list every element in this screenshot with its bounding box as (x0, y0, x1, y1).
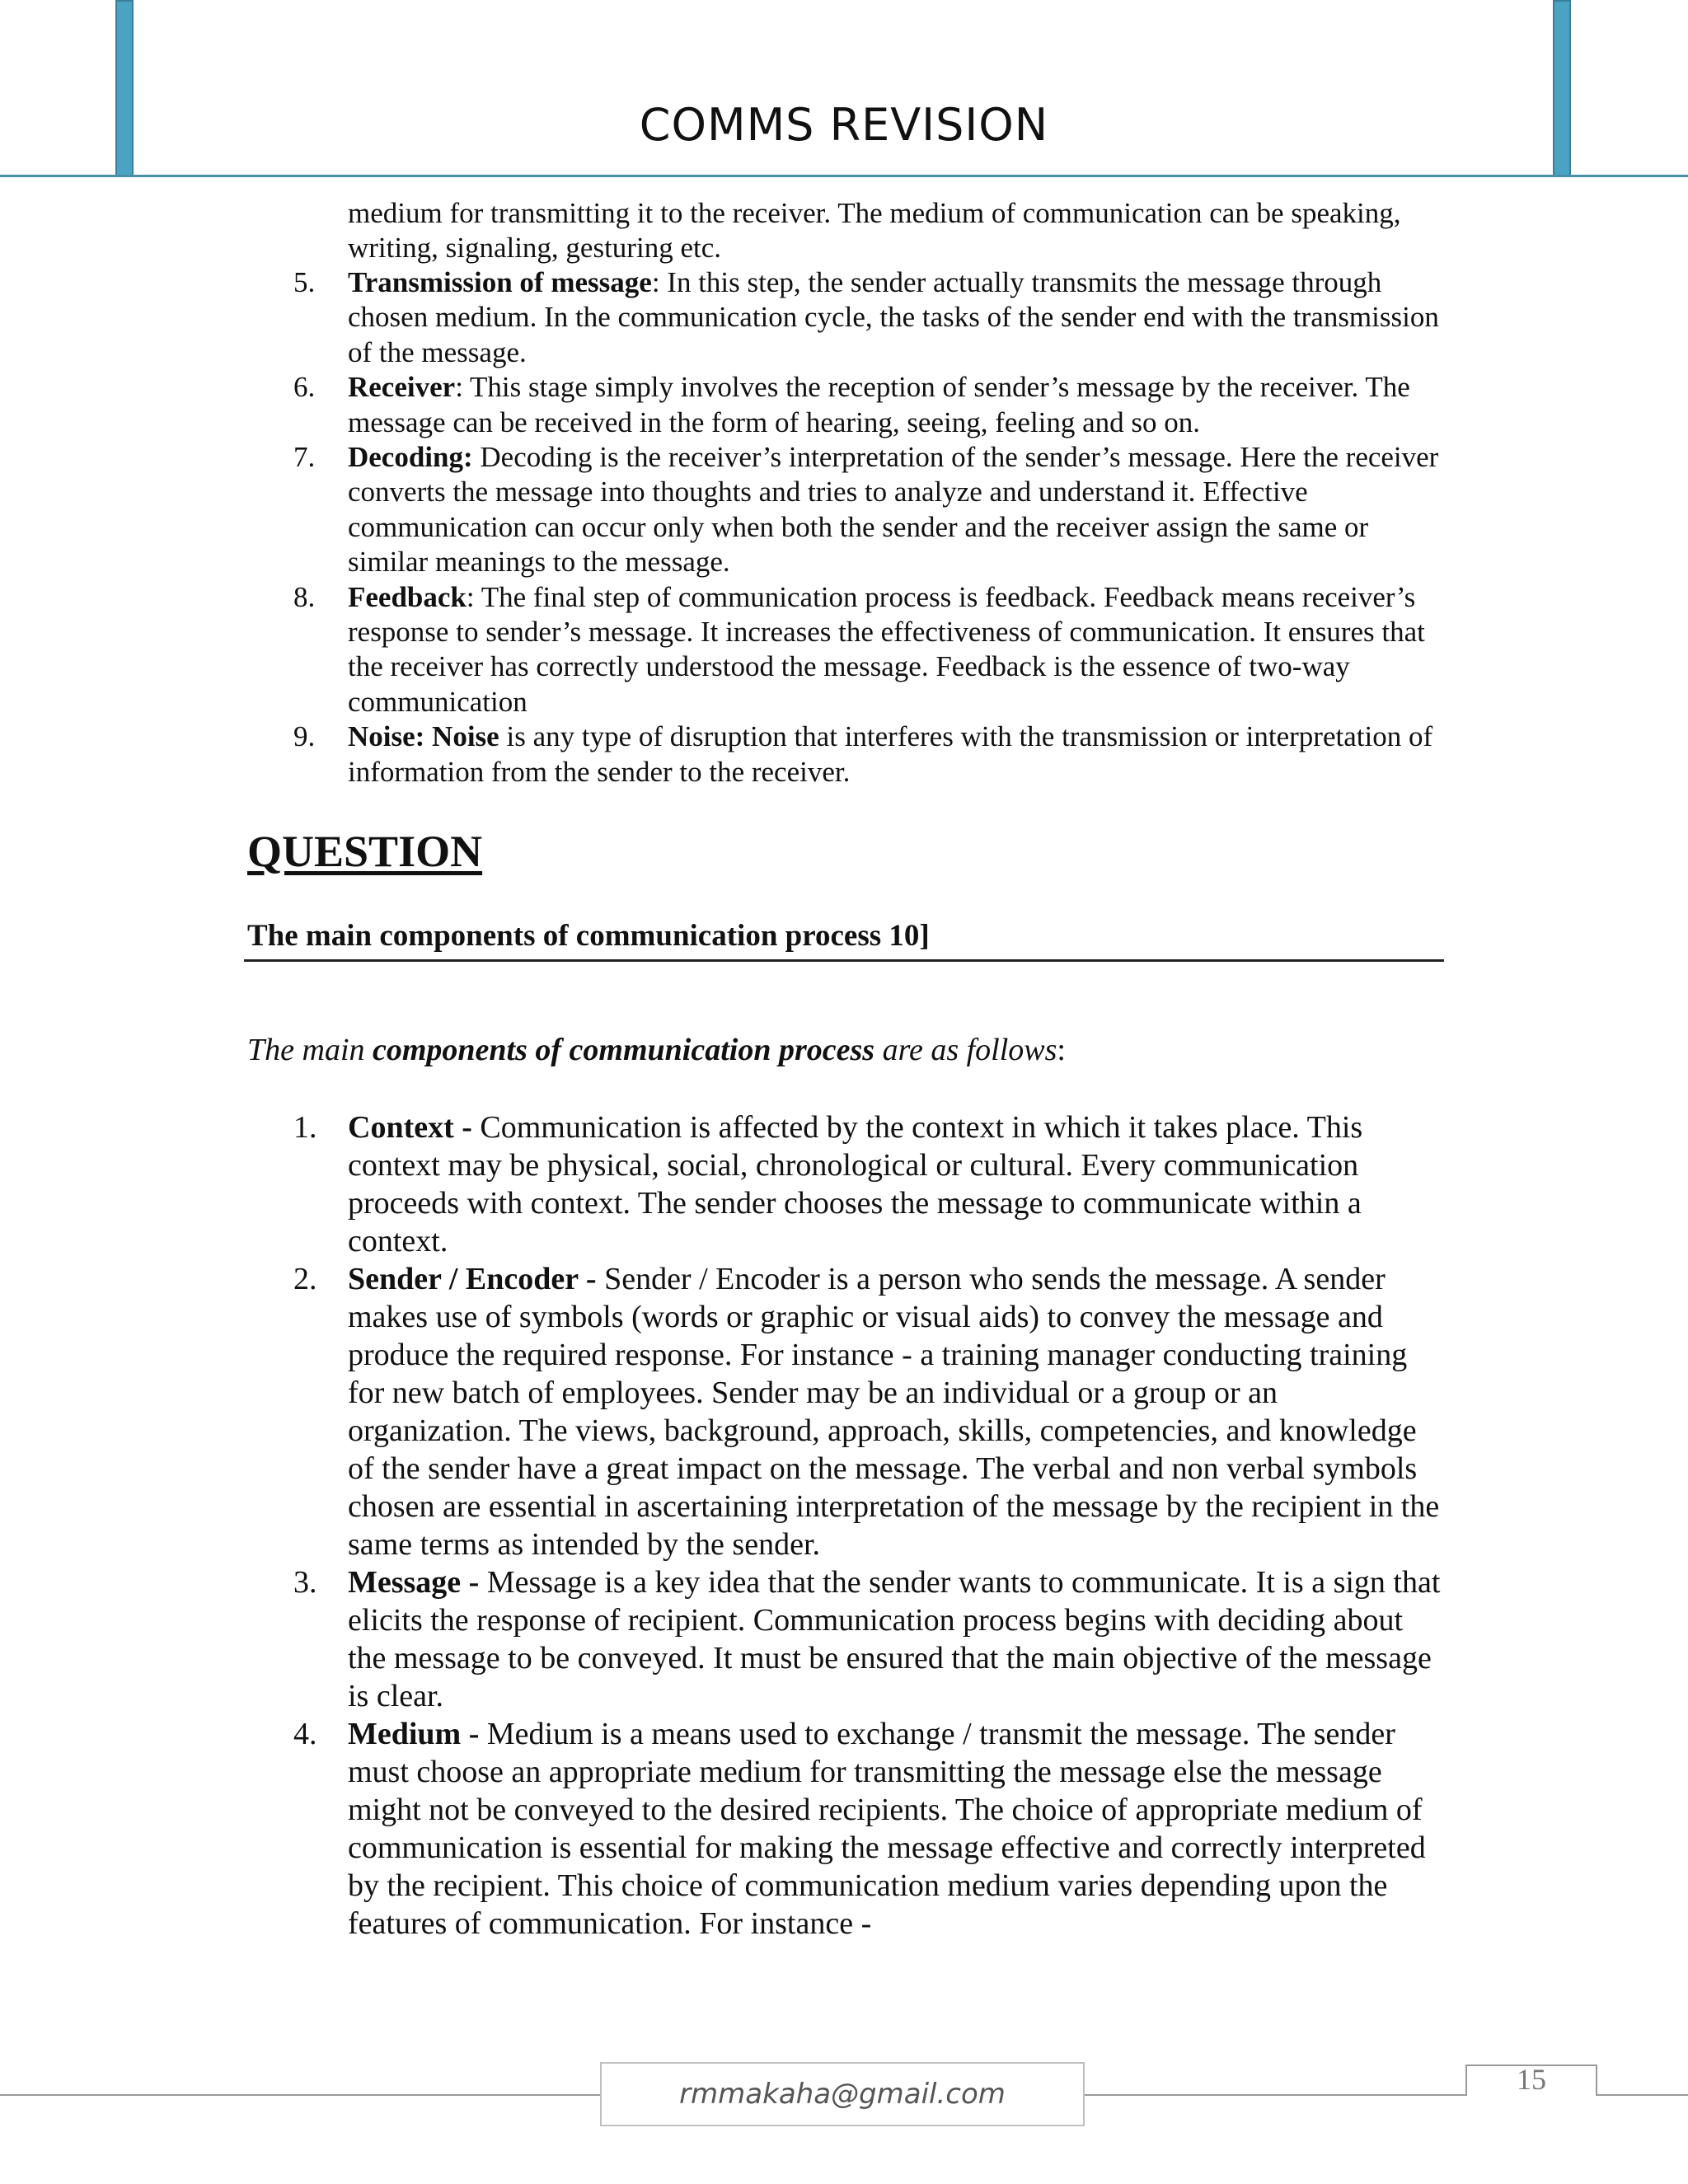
item-text: Message is a key idea that the sender wants to communicate. It is a sign that elicits the response of recipient. Communication process begins with deciding about the message to be conveyed. It must be ensured that the main objective of the message is clear. (348, 1565, 1441, 1713)
list-item (0, 265, 1444, 370)
item-term: Decoding: (348, 441, 473, 474)
footer-rule-left (0, 2094, 602, 2096)
intro-post: are as follows (874, 1033, 1057, 1067)
item-number: 2. (293, 1262, 317, 1296)
item-term: Context - (348, 1110, 472, 1145)
footer-rule-end (1597, 2094, 1688, 2096)
page-number: 15 (1465, 2064, 1597, 2096)
continuation-text: medium for transmitting it to the receiver. The medium of communication can be speaking, writing, signaling, gesturing etc. (348, 197, 1401, 265)
item-term: Noise: Noise (348, 720, 499, 753)
item-number: 3. (293, 1565, 317, 1600)
item-number: 7. (293, 441, 316, 474)
item-text: Medium is a means used to exchange / transmit the message. The sender must choose an appropriate medium for transmitting the message else the message might not be conveyed to the desired recipients. The choice of appropriate medium of communication is essential for making the message effective and correctly interpreted by the recipient. This choice of communication medium varies depending upon the features of communication. For instance - (348, 1717, 1426, 1941)
item-term: Medium - (348, 1717, 480, 1751)
question-heading: QUESTION (247, 827, 483, 876)
question-subheading: The main components of communication process 10] (247, 919, 930, 953)
intro-pre: The main (247, 1033, 373, 1067)
intro-colon: : (1057, 1033, 1066, 1067)
list-item (0, 440, 1444, 580)
item-number: 8. (293, 580, 316, 613)
item-term: Receiver (348, 371, 456, 404)
item-text: is any type of disruption that interferes with the transmission or interpretation of information from the sender to the receiver. (348, 720, 1433, 788)
subheading-rule (244, 959, 1444, 962)
item-number: 6. (293, 371, 316, 404)
list-item (0, 1715, 1444, 1943)
list-item (0, 1260, 1444, 1563)
list-item (0, 580, 1444, 720)
item-term: Feedback (348, 580, 467, 613)
list-item (0, 1108, 1444, 1260)
process-steps-list (0, 265, 1444, 790)
item-number: 1. (293, 1110, 317, 1145)
item-text: Communication is affected by the context in which it takes place. This context may be physical, social, chronological or cultural. Every communication proceeds with context. The sender chooses the message to communicate within a context. (348, 1110, 1363, 1258)
page-header-title: COMMS REVISION (639, 99, 1049, 151)
components-list (0, 1108, 1444, 1943)
item-term: Message - (348, 1565, 480, 1600)
item-text: : The final step of communication process is feedback. Feedback means receiver’s response to sender’s message. It increases the effectiveness of communication. It ensures that the receiver has correctly understood the message. Feedback is the essence of two-way communication (348, 580, 1425, 718)
list-item (0, 719, 1444, 790)
item-text: : This stage simply involves the reception of sender’s message by the receiver. The message can be received in the form of hearing, seeing, feeling and so on. (348, 371, 1410, 438)
item-text: Decoding is the receiver’s interpretation of the sender’s message. Here the receiver converts the message into thoughts and tries to analyze and understand it. Effective communication can occur only when both the sender and the receiver assign the same or similar meanings to the message. (348, 441, 1439, 579)
item-number: 5. (293, 266, 316, 298)
item-term: Transmission of message (348, 266, 652, 298)
item-term: Sender / Encoder - (348, 1262, 597, 1296)
item-text: Sender / Encoder is a person who sends the message. A sender makes use of symbols (words or graphic or visual aids) to convey the message and produce the required response. For instance - a training manager conducting training for new batch of employees. Sender may be an individual or a group or an organization. The views, background, approach, skills, competencies, and knowledge of the sender have a great impact on the message. The verbal and non verbal symbols chosen are essential in ascertaining interpretation of the message by the recipient in the same terms as intended by the sender. (348, 1262, 1440, 1562)
list-item (0, 370, 1444, 440)
footer-email: rmmakaha@gmail.com (600, 2062, 1085, 2126)
header-divider (0, 175, 1688, 177)
item-number: 9. (293, 720, 316, 753)
footer-rule-right (1085, 2094, 1465, 2096)
item-text: : In this step, the sender actually transmits the message through chosen medium. In the communication cycle, the tasks of the sender end with the transmission of the message. (348, 266, 1439, 368)
list-item (0, 1563, 1444, 1715)
intro-bold: components of communication process (373, 1033, 875, 1067)
item-number: 4. (293, 1717, 317, 1751)
components-intro (247, 1032, 1066, 1068)
